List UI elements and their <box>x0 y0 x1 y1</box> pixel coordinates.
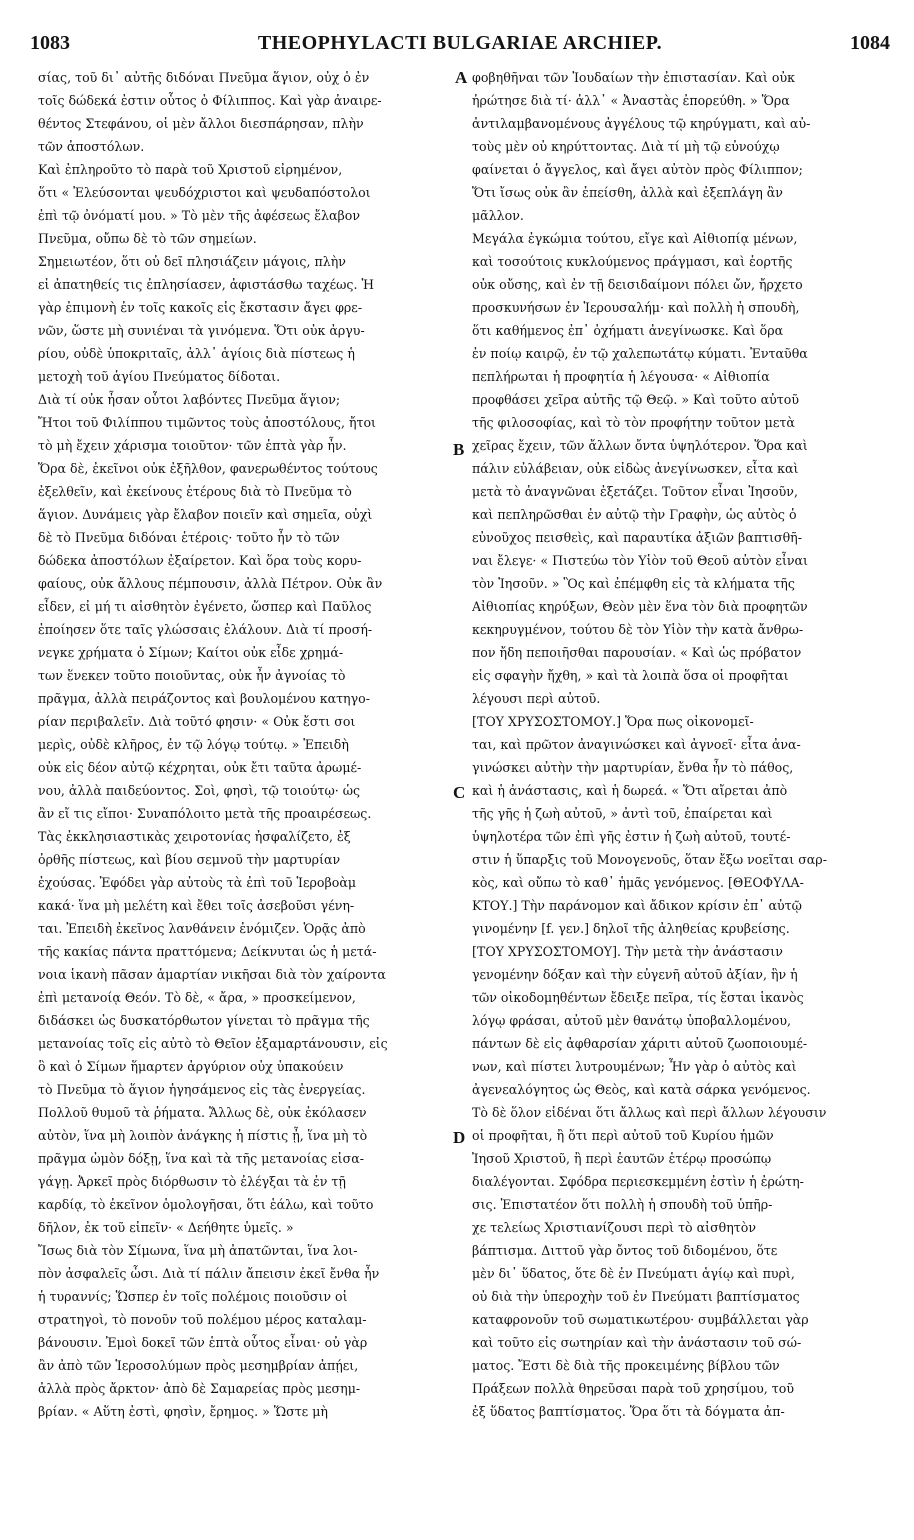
text-line: καὶ πεπληρῶσθαι ἐν αὐτῷ τὴν Γραφὴν, ὡς αὐτὸς ὁ <box>472 507 797 522</box>
text-line: πὸν ἀσφαλεῖς ὦσι. Διὰ τί πάλιν ἄπεισιν ἐκεῖ ἔνθα ἦν <box>38 1266 380 1281</box>
text-line: φαίνεται ὁ ἄγγελος, καὶ ἄγει αὐτὸν πρὸς Φίλιππον; <box>472 162 803 177</box>
text-line: κακά· ἵνα μὴ μελέτη καὶ ἔθει τοῖς ἀσεβοῦσι γένη- <box>38 898 355 913</box>
text-line: τοῖς δώδεκά ἐστιν οὗτος ὁ Φίλιππος. Καὶ γὰρ ἀναιρε- <box>38 93 382 108</box>
text-line: ὑψηλοτέρα τῶν ἐπὶ γῆς ἐστιν ἡ ζωὴ αὐτοῦ, τουτέ- <box>472 829 791 844</box>
text-line: εἰ ἀπατηθείς τις ἐπλησίασεν, ἀφιστάσθω ταχέως. Ἡ <box>38 277 374 292</box>
text-line: διαλέγονται. Σφόδρα περιεσκεμμένη ἐστὶν ἡ ἐρώτη- <box>472 1174 804 1189</box>
text-line: ΚΤΟΥ.] Τὴν παράνομον καὶ ἄδικον κρίσιν ἐπ᾽ αὐτῷ <box>472 898 802 913</box>
text-line: ἐπὶ τῷ ὀνόματί μου. » Τὸ μὲν τῆς ἀφέσεως ἔλαβον <box>38 208 360 223</box>
text-line: νῶν, ὥστε μὴ συνιέναι τὰ γινόμενα. Ὅτι οὐκ ἀργυ- <box>38 323 365 338</box>
text-line: ἀντιλαμβανομένους ἀγγέλους τῷ κηρύγματι, καὶ αὐ- <box>472 116 811 131</box>
text-line: τῶν οἰκοδομηθέντων ἔδειξε πεῖρα, τίς ἔσται ἱκανὸς <box>472 990 804 1005</box>
text-line: νοια ἱκανὴ πᾶσαν ἁμαρτίαν νικῆσαι διὰ τὸν χαίροντα <box>38 967 386 982</box>
text-line: πάλιν εὐλάβειαν, οὐκ εἰδὼς ἀνεγίνωσκεν, εἶτα καὶ <box>472 461 799 476</box>
text-line: μᾶλλον. <box>472 208 524 223</box>
text-line: καταφρονοῦν τοῦ σωματικωτέρου· συμβάλλεται γὰρ <box>472 1312 809 1327</box>
text-line: κεκηρυγμένον, τούτου δὲ τὸν Υἱὸν τὴν κατὰ ἄνθρω- <box>472 622 804 637</box>
text-line: των ἕνεκεν τοῦτο ποιοῦντας, οὐκ ἦν ἀγνοίας τὸ <box>38 668 346 683</box>
text-line: ται. Ἐπειδὴ ἐκεῖνος λανθάνειν ἐνόμιζεν. Ὁρᾷς ἀπὸ <box>38 921 366 936</box>
text-line: Αἰθιοπίας κηρύξων, Θεὸν μὲν ἕνα τὸν διὰ προφητῶν <box>472 599 808 614</box>
text-line: εἰς σφαγὴν ἤχθη, » καὶ τὰ λοιπὰ ὅσα οἱ προφῆται <box>472 668 789 683</box>
text-line: κὸς, καὶ οὔπω τὸ καθ᾽ ἡμᾶς γενόμενος. [ΘΕΟΦΥΛΑ- <box>472 875 804 890</box>
right-column <box>472 66 888 1423</box>
text-line: [ΤΟΥ ΧΡΥΣΟΣΤΟΜΟΥ]. Τὴν μετὰ τὴν ἀνάστασιν <box>472 944 783 959</box>
page-number-right: 1084 <box>850 32 890 54</box>
text-line: ἡ τυραννίς; Ὥσπερ ἐν τοῖς πολέμοις ποιοῦσιν οἱ <box>38 1289 348 1304</box>
text-line: τῆς φιλοσοφίας, καὶ τὸ τὸν προφήτην τοῦτον μετὰ <box>472 415 795 430</box>
text-line: προφθάσει χεῖρα αὐτῆς τῷ Θεῷ. » Καὶ τοῦτο αὐτοῦ <box>472 392 800 407</box>
text-line: βρίαν. « Αὕτη ἐστὶ, φησὶν, ἔρημος. » Ὥστε μὴ <box>38 1404 328 1419</box>
text-line: ἅγιον. Δυνάμεις γὰρ ἔλαβον ποιεῖν καὶ σημεῖα, οὐχὶ <box>38 507 373 522</box>
text-line: Διὰ τί οὐκ ἦσαν οὗτοι λαβόντες Πνεῦμα ἅγιον; <box>38 392 341 407</box>
text-line: Σημειωτέον, ὅτι οὐ δεῖ πλησιάζειν μάγοις, πλὴν <box>38 254 346 269</box>
left-column <box>38 66 455 1423</box>
text-line: φαίους, οὐκ ἄλλους πέμπουσιν, ἀλλὰ Πέτρον. Οὐκ ἂν <box>38 576 383 591</box>
text-line: δῆλον, ἐκ τοῦ εἰπεῖν· « Δεήθητε ὑμεῖς. » <box>38 1220 294 1235</box>
text-line: αὐτὸν, ἵνα μὴ λοιπὸν ἀνάγκης ἡ πίστις ᾖ, ἵνα μὴ τὸ <box>38 1128 368 1143</box>
text-line: πρᾶγμα, ἀλλὰ πειράζοντος καὶ βουλομένου κατηγο- <box>38 691 370 706</box>
text-line: νου, ἀλλὰ παιδεύοντος. Σοὶ, φησὶ, τῷ τοιούτῳ· ὡς <box>38 783 361 798</box>
page-number-left: 1083 <box>30 32 70 54</box>
text-line: καὶ τοῦτο εἰς σωτηρίαν καὶ τὴν ἀνάστασιν τοῦ σώ- <box>472 1335 802 1350</box>
text-line: μερὶς, οὐδὲ κλῆρος, ἐν τῷ λόγῳ τούτῳ. » Ἐπειδὴ <box>38 737 349 752</box>
text-line: ἂν ἀπὸ τῶν Ἱεροσολύμων πρὸς μεσημβρίαν ἀπῄει, <box>38 1358 359 1373</box>
text-line: Τὸ δὲ ὅλον εἰδέναι ὅτι ἄλλως καὶ περὶ ἄλλων λέγουσιν <box>472 1105 827 1120</box>
text-line: χε τελείως Χριστιανίζουσι περὶ τὸ αἰσθητὸν <box>472 1220 756 1235</box>
text-line: λέγουσι περὶ αὐτοῦ. <box>472 691 601 706</box>
text-line: στιν ἡ ὕπαρξις τοῦ Μονογενοῦς, ὅταν ἔξω νοεῖται σαρ- <box>472 852 827 867</box>
text-line: διδάσκει ὡς δυσκατόρθωτον γίνεται τὸ πρᾶγμα τῆς <box>38 1013 370 1028</box>
text-line: Πολλοῦ θυμοῦ τὰ ῥήματα. Ἄλλως δὲ, οὐκ ἐκόλασεν <box>38 1105 367 1120</box>
text-line: τῶν ἀποστόλων. <box>38 139 145 154</box>
text-line: Ἴσως διὰ τὸν Σίμωνα, ἵνα μὴ ἀπατῶνται, ἵνα λοι- <box>38 1243 358 1258</box>
text-line: γάγῃ. Ἀρκεῖ πρὸς διόρθωσιν τὸ ἐλέγξαι τὰ ἐν τῇ <box>38 1174 346 1189</box>
margin-letter-a: A <box>455 68 468 87</box>
text-line: Πνεῦμα, οὔπω δὲ τὸ τῶν σημείων. <box>38 231 257 246</box>
text-line: λόγῳ φράσαι, αὐτοῦ μὲν θανάτῳ ὑποβαλλομένου, <box>472 1013 792 1028</box>
text-line: Μεγάλα ἐγκώμια τούτου, εἴγε καὶ Αἰθιοπίᾳ μένων, <box>472 231 798 246</box>
text-line: τῆς κακίας πάντα πραττόμενα; Δείκνυται ὡς ἡ μετά- <box>38 944 377 959</box>
running-title: THEOPHYLACTI BULGARIAE ARCHIEP. <box>257 32 663 54</box>
text-line: ὃ καὶ ὁ Σίμων ἥμαρτεν ἀργύριον οὐχ ὑπακούειν <box>38 1059 344 1074</box>
text-line: Καὶ ἐπληροῦτο τὸ παρὰ τοῦ Χριστοῦ εἰρημένον, <box>38 162 343 177</box>
text-line: πάντων δὲ εἰς ἀφθαρσίαν χάριτι αὐτοῦ ζωοποιουμέ- <box>472 1036 808 1051</box>
text-line: δώδεκα ἀποστόλων ἐξαίρετον. Καὶ ὅρα τοὺς κορυ- <box>38 553 362 568</box>
text-line: τῆς γῆς ἡ ζωὴ αὐτοῦ, » ἀντὶ τοῦ, ἐπαίρεται καὶ <box>472 806 773 821</box>
text-line: ματος. Ἔστι δὲ διὰ τῆς προκειμένης βίβλου τῶν <box>472 1358 780 1373</box>
text-line: ὀρθῆς πίστεως, καὶ βίου σεμνοῦ τὴν μαρτυρίαν <box>38 852 341 867</box>
text-line: νεγκε χρήματα ὁ Σίμων; Καίτοι οὐκ εἶδε χρημά- <box>38 645 344 660</box>
text-line: ἀγενεαλόγητος ὡς Θεὸς, καὶ κατὰ σάρκα γενόμενος. <box>472 1082 811 1097</box>
text-line: ὅτι « Ἐλεύσονται ψευδόχριστοι καὶ ψευδαπόστολοι <box>38 185 371 200</box>
text-line: γενομένην δόξαν καὶ τὴν εὐγενῆ αὐτοῦ ἀξίαν, ἣν ἡ <box>472 967 798 982</box>
text-line: ναι ἔλεγε· « Πιστεύω τὸν Υἱὸν τοῦ Θεοῦ αὐτὸν εἶναι <box>472 553 808 568</box>
text-line: πεπλήρωται ἡ προφητία ἡ λέγουσα· « Αἰθιοπία <box>472 369 770 384</box>
text-line: προσκυνήσων ἐν Ἱερουσαλήμ· καὶ πολλὴ ἡ σπουδὴ, <box>472 300 800 315</box>
text-line: μετοχὴ τοῦ ἁγίου Πνεύματος δίδοται. <box>38 369 281 384</box>
text-line: Ἰησοῦ Χριστοῦ, ἢ περὶ ἑαυτῶν ἑτέρῳ προσώπῳ <box>472 1151 772 1166</box>
text-line: πον ἤδη πεποιῆσθαι παρουσίαν. « Καὶ ὡς πρόβατον <box>472 645 802 660</box>
text-line: ἐξελθεῖν, καὶ ἐκείνους ἑτέρους διὰ τὸ Πνεῦμα τὸ <box>38 484 352 499</box>
margin-letter-b: B <box>453 440 465 459</box>
text-line: καὶ ἡ ἀνάστασις, καὶ ἡ δωρεά. « Ὅτι αἴρεται ἀπὸ <box>472 783 788 798</box>
text-line: μετὰ τὸ ἀναγνῶναι ἐξετάζει. Τοῦτον εἶναι Ἰησοῦν, <box>472 484 798 499</box>
text-line: ται, καὶ πρῶτον ἀναγινώσκει καὶ ἀγνοεῖ· εἶτα ἀνα- <box>472 737 801 752</box>
text-line: εὐνοῦχος πεισθεὶς, καὶ παραυτίκα ἀξιῶν βαπτισθῆ- <box>472 530 802 545</box>
text-line: πρᾶγμα ὠμὸν δόξῃ, ἵνα καὶ τὰ τῆς μετανοίας εἰσα- <box>38 1151 364 1166</box>
text-line: ἐν ποίῳ καιρῷ, ἐν τῷ χαλεπωτάτῳ κύματι. Ἐνταῦθα <box>472 346 808 361</box>
text-line: Τὰς ἐκκλησιαστικὰς χειροτονίας ἠσφαλίζετο, ἐξ <box>38 829 351 844</box>
text-line: Ἤτοι τοῦ Φιλίππου τιμῶντος τοὺς ἀποστόλους, ἤτοι <box>38 415 376 430</box>
text-line: φοβηθῆναι τῶν Ἰουδαίων τὴν ἐπιστασίαν. Καὶ οὐκ <box>472 70 795 85</box>
running-header <box>30 32 890 60</box>
text-line: στρατηγοὶ, τὸ πονοῦν τοῦ πολέμου μέρος καταλαμ- <box>38 1312 367 1327</box>
text-line: σις. Ἐπιστατέον ὅτι πολλὴ ἡ σπουδὴ τοῦ ὑπῆρ- <box>472 1197 773 1212</box>
text-line: γὰρ ἐπιμονὴ ἐν τοῖς κακοῖς εἰς ἔκστασιν ἄγει φρε- <box>38 300 363 315</box>
text-line: ἀλλὰ πρὸς ἄρκτον· ἀπὸ δὲ Σαμαρείας πρὸς μεσημ- <box>38 1381 361 1396</box>
margin-letter-d: D <box>453 1128 466 1147</box>
text-line: ἐχούσας. Ἐφόδει γὰρ αὐτοὺς τὰ ἐπὶ τοῦ Ἱεροβοὰμ <box>38 875 357 890</box>
margin-letter-c: C <box>453 783 466 802</box>
text-line: νων, καὶ πίστει λυτρουμένων; Ἦν γὰρ ὁ αὐτὸς καὶ <box>472 1059 797 1074</box>
text-line: ἂν εἴ τις εἴποι· Συναπόλοιτο μετὰ τῆς προαιρέσεως. <box>38 806 372 821</box>
text-line: οὐκ εἰς δέον αὐτῷ κέχρηται, οὐκ ἔτι ταῦτα ἀρωμέ- <box>38 760 362 775</box>
text-line: χεῖρας ἔχειν, τῶν ἄλλων ὄντα ὑψηλότερον. Ὅρα καὶ <box>472 438 808 453</box>
text-line: βάνουσιν. Ἐμοὶ δοκεῖ τῶν ἑπτὰ οὗτος εἶναι· οὐ γὰρ <box>38 1335 368 1350</box>
text-line: γινώσκει αὐτὴν τὴν μαρτυρίαν, ἔνθα ἦν τὸ πάθος, <box>472 760 794 775</box>
text-line: τοὺς μὲν οὐ κηρύττοντας. Διὰ τί μὴ τῷ εὐνούχῳ <box>472 139 780 154</box>
text-line: θέντος Στεφάνου, οἱ μὲν ἄλλοι διεσπάρησαν, πλὴν <box>38 116 364 131</box>
text-line: εἶδεν, εἰ μή τι αἰσθητὸν ἐγένετο, ὥσπερ καὶ Παῦλος <box>38 599 372 614</box>
text-line: Πράξεων πολλὰ θηρεῦσαι παρὰ τοῦ χρησίμου, τοῦ <box>472 1381 795 1396</box>
text-line: σίας, τοῦ δι᾽ αὐτῆς διδόναι Πνεῦμα ἅγιον, οὐχ ὁ ἐν <box>38 70 370 85</box>
text-line: ἐξ ὕδατος βαπτίσματος. Ὅρα ὅτι τὰ δόγματα ἀπ- <box>472 1404 785 1419</box>
text-line: τὸν Ἰησοῦν. » Ὃς καὶ ἐπέμφθη εἰς τὰ κλήματα τῆς <box>472 576 795 591</box>
text-line: μετανοίας τοῖς εἰς αὐτὸ τὸ Θεῖον ἐξαμαρτάνουσιν, εἰς <box>38 1036 388 1051</box>
text-line: μὲν δι᾽ ὕδατος, ὅτε δὲ ἐν Πνεύματι ἁγίῳ καὶ πυρὶ, <box>472 1266 795 1281</box>
text-line: καὶ τοσούτοις κυκλούμενος πράγμασι, καὶ ἑορτῆς <box>472 254 793 269</box>
text-line: ἐποίησεν ὅτε ταῖς γλώσσαις ἐλάλουν. Διὰ τί προσή- <box>38 622 373 637</box>
text-line: οἱ προφῆται, ἢ ὅτι περὶ αὐτοῦ τοῦ Κυρίου ἡμῶν <box>472 1128 774 1143</box>
text-line: καρδίᾳ, τὸ ἐκεῖνον ὁμολογῆσαι, ὅτι ἑάλω, καὶ τοῦτο <box>38 1197 374 1212</box>
text-line: Ὅτι ἴσως οὐκ ἂν ἐπείσθη, ἀλλὰ καὶ ἐξεπλάγη ἂν <box>472 185 783 200</box>
text-line: ρίαν περιβαλεῖν. Διὰ τοῦτό φησιν· « Οὐκ ἔστι σοι <box>38 714 356 729</box>
text-line: Ὅρα δὲ, ἐκεῖνοι οὐκ ἐξῆλθον, φανερωθέντος τούτους <box>38 461 378 476</box>
text-line: οὐκ οὔσης, καὶ ἐν τῇ δεισιδαίμονι πόλει ὤν, ἤρχετο <box>472 277 803 292</box>
text-line: ἐπὶ μετανοίᾳ Θεόν. Τὸ δὲ, « ἄρα, » προσκείμενον, <box>38 990 356 1005</box>
text-line: οὐ διὰ τὴν ὑπεροχὴν τοῦ ἐν Πνεύματι βαπτίσματος <box>472 1289 800 1304</box>
text-line: τὸ Πνεῦμα τὸ ἅγιον ἡγησάμενος εἰς τὰς ἐνεργείας. <box>38 1082 366 1097</box>
text-line: τὸ μὴ ἔχειν χάρισμα τοιοῦτον· τῶν ἑπτὰ γὰρ ἦν. <box>38 438 347 453</box>
text-line: γινομένην [f. γεν.] δηλοῖ τῆς ἀληθείας κρυβείσης. <box>472 921 790 936</box>
text-line: ἠρώτησε διὰ τί· ἀλλ᾽ « Ἀναστὰς ἐπορεύθη. » Ὅρα <box>472 93 790 108</box>
text-line: ὅτι καθήμενος ἐπ᾽ ὀχήματι ἀνεγίνωσκε. Καὶ ὅρα <box>472 323 784 338</box>
text-line: ρίου, οὐδὲ ὑποκριταῖς, ἀλλ᾽ ἁγίοις διὰ πίστεως ἡ <box>38 346 355 361</box>
text-line: δὲ τὸ Πνεῦμα διδόναι ἑτέροις· τοῦτο ἦν τὸ τῶν <box>38 530 340 545</box>
text-line: βάπτισμα. Διττοῦ γὰρ ὄντος τοῦ διδομένου, ὅτε <box>472 1243 778 1258</box>
text-line: [ΤΟΥ ΧΡΥΣΟΣΤΟΜΟΥ.] Ὅρα πως οἰκονομεῖ- <box>472 714 754 729</box>
